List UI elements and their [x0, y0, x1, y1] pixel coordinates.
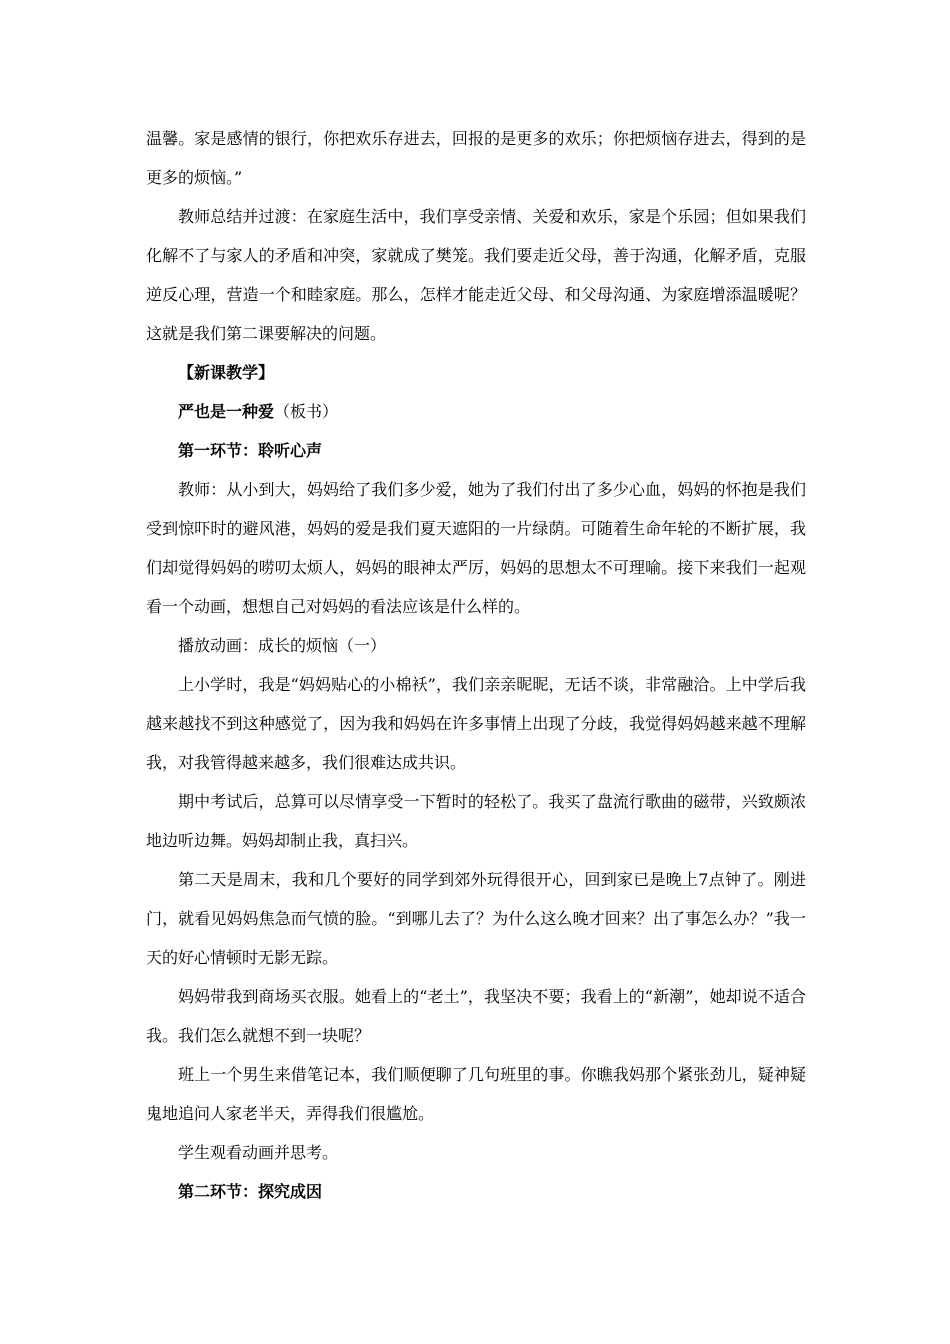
step-heading-2: 第二环节：探究成因: [178, 1182, 323, 1201]
paragraph-story-4: 妈妈带我到商场买衣服。她看上的“老土”，我坚决不要；我看上的“新潮”，她却说不适合我。我们怎么就想不到一块呢？: [146, 987, 806, 1045]
topic-note: （板书）: [274, 402, 339, 421]
topic-heading: [146, 392, 806, 431]
paragraph-story-5: 班上一个男生来借笔记本，我们顺便聊了几句班里的事。你瞧我妈那个紧张劲儿，疑神疑鬼地追问人家老半天，弄得我们很尴尬。: [146, 1065, 806, 1123]
paragraph-story-2: 期中考试后，总算可以尽情享受一下暂时的轻松了。我买了盘流行歌曲的磁带，兴致颇浓地边听边舞。妈妈却制止我，真扫兴。: [146, 792, 806, 850]
paragraph-play-animation: 播放动画：成长的烦恼（一）: [178, 636, 387, 655]
step-heading-1: 第一环节：聆听心声: [178, 441, 323, 460]
paragraph-story-3: 第二天是周末，我和几个要好的同学到郊外玩得很开心，回到家已是晚上7点钟了。刚进门，就看见妈妈焦急而气愤的脸。“到哪儿去了？为什么这么晚才回来？出了事怎么办？”我一天的好心情顿时无影无踪。: [146, 870, 806, 967]
document-body: [146, 119, 806, 1211]
paragraph-story-1: 上小学时，我是“妈妈贴心的小棉袄”，我们亲亲昵昵，无话不谈，非常融洽。上中学后我越来越找不到这种感觉了，因为我和妈妈在许多事情上出现了分歧，我觉得妈妈越来越不理解我，对我管得越来越多，我们很难达成共识。: [146, 675, 806, 772]
paragraph-teacher-summary: 教师总结并过渡：在家庭生活中，我们享受亲情、关爱和欢乐，家是个乐园；但如果我们化解不了与家人的矛盾和冲突，家就成了樊笼。我们要走近父母，善于沟通，化解矛盾，克服逆反心理，营造一个和睦家庭。那么，怎样才能走近父母、和父母沟通、为家庭增添温暖呢？这就是我们第二课要解决的问题。: [146, 207, 806, 343]
topic-title: 严也是一种爱: [178, 402, 275, 421]
paragraph-teacher-intro: 教师：从小到大，妈妈给了我们多少爱，她为了我们付出了多少心血，妈妈的怀抱是我们受到惊吓时的避风港，妈妈的爱是我们夏天遮阳的一片绿荫。可随着生命年轮的不断扩展，我们却觉得妈妈的唠叨太烦人，妈妈的眼神太严厉，妈妈的思想太不可理喻。接下来我们一起观看一个动画，想想自己对妈妈的看法应该是什么样的。: [146, 480, 806, 616]
paragraph-continuation: 温馨。家是感情的银行，你把欢乐存进去，回报的是更多的欢乐；你把烦恼存进去，得到的是更多的烦恼。”: [146, 129, 806, 187]
section-heading-new-lesson: 【新课教学】: [178, 363, 275, 382]
paragraph-student-activity: 学生观看动画并思考。: [178, 1143, 339, 1162]
